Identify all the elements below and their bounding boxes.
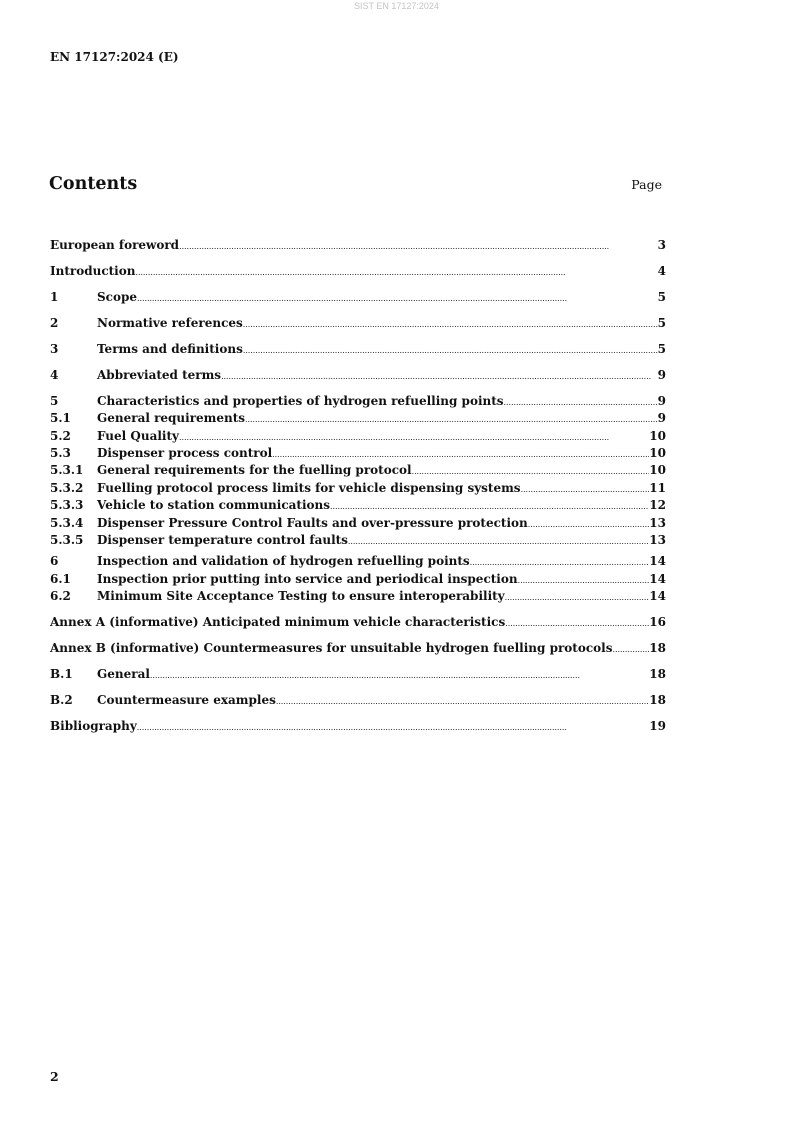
- toc-entry-title: European foreword: [50, 238, 180, 252]
- dot-leader: [470, 553, 650, 571]
- toc-entry-number: 5: [50, 393, 59, 408]
- toc-entry-number: 6: [50, 554, 59, 569]
- toc-entry-number: 5.3: [50, 446, 71, 461]
- toc-entry[interactable]: [50, 445, 666, 462]
- dot-leader: [276, 692, 649, 710]
- toc-entry-number: B.1: [50, 667, 73, 682]
- toc-entry[interactable]: [50, 614, 666, 631]
- toc-entry-title: Abbreviated terms: [97, 367, 222, 382]
- toc-entry-title: Characteristics and properties of hydrogen refuelling points: [97, 393, 504, 408]
- toc-entry-page: 14: [649, 554, 666, 569]
- toc-entry-title: Countermeasure examples: [97, 693, 276, 708]
- toc-entry-title: Fuel Quality: [97, 428, 179, 443]
- page-number: 2: [50, 1069, 59, 1084]
- dot-leader: [272, 445, 649, 463]
- toc-entry-title: Scope: [97, 289, 138, 304]
- dot-leader: [505, 588, 650, 606]
- toc-entry-title: Annex A (informative) Anticipated minimum vehicle characteristics: [50, 615, 506, 630]
- toc-entry[interactable]: [50, 289, 666, 306]
- toc-entry[interactable]: [50, 553, 666, 570]
- toc-entry-number: 2: [50, 315, 59, 330]
- toc-entry-page: 13: [649, 533, 666, 548]
- toc-entry-page: 16: [649, 615, 666, 630]
- toc-entry-page: 5: [657, 315, 666, 330]
- toc-entry-page: 12: [649, 498, 666, 513]
- toc-entry[interactable]: [50, 315, 666, 332]
- dot-leader: [348, 532, 649, 550]
- dot-leader: [150, 666, 649, 684]
- toc-entry-title: Fuelling protocol process limits for vehicle dispensing systems: [97, 480, 521, 495]
- toc-entry-page: 9: [657, 393, 666, 408]
- toc-entry-page: 18: [649, 641, 666, 656]
- toc-entry-title: Introduction: [50, 263, 136, 278]
- toc-entry-title: Vehicle to station communications: [97, 498, 330, 513]
- toc-entry-page: 19: [649, 719, 666, 734]
- dot-leader: [243, 341, 658, 359]
- dot-leader: [137, 718, 650, 736]
- toc-entry-title: Dispenser temperature control faults: [97, 533, 348, 548]
- dot-leader: [179, 428, 649, 446]
- contents-heading: Contents: [49, 174, 138, 194]
- toc-entry-title: General: [97, 667, 150, 682]
- toc-entry[interactable]: [50, 692, 666, 709]
- toc-entry[interactable]: [50, 515, 666, 532]
- toc-entry-title: Normative references: [97, 315, 243, 330]
- dot-leader: [412, 462, 650, 480]
- toc-entry-number: 5.3.2: [50, 480, 84, 495]
- toc-entry-title: General requirements for the fuelling protocol: [97, 463, 412, 478]
- toc-entry[interactable]: [50, 718, 666, 735]
- toc-entry-number: 5.3.5: [50, 533, 84, 548]
- dot-leader: [612, 640, 649, 658]
- toc-entry[interactable]: [50, 462, 666, 479]
- toc-entry-page: 9: [657, 411, 666, 426]
- toc-entry-page: 4: [657, 263, 666, 278]
- toc-entry-number: 5.3.1: [50, 463, 84, 478]
- toc-entry-title: Minimum Site Acceptance Testing to ensure interoperability: [97, 589, 505, 604]
- document-id: EN 17127:2024 (E): [50, 50, 179, 64]
- dot-leader: [518, 571, 650, 589]
- dot-leader: [221, 367, 658, 385]
- toc-entry-title: Dispenser Pressure Control Faults and over-pressure protection: [97, 515, 528, 530]
- toc-entry-number: 6.2: [50, 589, 71, 604]
- toc-entry-page: 9: [657, 367, 666, 382]
- toc-entry[interactable]: [50, 263, 666, 280]
- toc-entry[interactable]: [50, 497, 666, 514]
- toc-entry-page: 14: [649, 589, 666, 604]
- toc-entry-title: Dispenser process control: [97, 446, 273, 461]
- dot-leader: [179, 237, 658, 255]
- toc-entry-page: 18: [649, 693, 666, 708]
- dot-leader: [504, 393, 658, 411]
- toc-entry-number: 3: [50, 341, 59, 356]
- toc-entry-title: Inspection and validation of hydrogen refuelling points: [97, 554, 470, 569]
- dot-leader: [135, 263, 657, 281]
- toc-entry-number: 5.1: [50, 411, 71, 426]
- toc-entry-title: Inspection prior putting into service and periodical inspection: [97, 571, 518, 586]
- dot-leader: [245, 410, 658, 428]
- toc-entry[interactable]: [50, 666, 666, 683]
- toc-entry[interactable]: [50, 428, 666, 445]
- toc-entry-page: 10: [649, 428, 666, 443]
- toc-entry-title: Terms and definitions: [97, 341, 243, 356]
- table-of-contents: [50, 237, 666, 736]
- toc-entry[interactable]: [50, 237, 666, 254]
- toc-entry[interactable]: [50, 410, 666, 427]
- dot-leader: [505, 614, 649, 632]
- toc-entry-title: General requirements: [97, 411, 246, 426]
- toc-entry[interactable]: [50, 532, 666, 549]
- toc-entry[interactable]: [50, 480, 666, 497]
- dot-leader: [243, 315, 658, 333]
- dot-leader: [528, 515, 650, 533]
- toc-entry-number: 4: [50, 367, 59, 382]
- toc-entry[interactable]: [50, 588, 666, 605]
- toc-entry-page: 11: [649, 480, 666, 495]
- toc-entry-number: 1: [50, 289, 59, 304]
- dot-leader: [137, 289, 658, 307]
- toc-entry[interactable]: [50, 367, 666, 384]
- toc-entry-number: 5.3.3: [50, 498, 84, 513]
- toc-entry-number: 6.1: [50, 571, 71, 586]
- toc-entry[interactable]: [50, 393, 666, 410]
- watermark: SIST EN 17127:2024: [354, 1, 439, 11]
- toc-entry-title: Annex B (informative) Countermeasures for unsuitable hydrogen fuelling protocols: [50, 641, 613, 656]
- page-column-label: Page: [631, 177, 662, 192]
- toc-entry-title: Bibliography: [50, 719, 137, 734]
- toc-entry-page: 13: [649, 515, 666, 530]
- toc-entry[interactable]: [50, 571, 666, 588]
- toc-entry-page: 18: [649, 667, 666, 682]
- toc-entry-page: 5: [657, 341, 666, 356]
- dot-leader: [330, 497, 649, 515]
- toc-entry[interactable]: [50, 341, 666, 358]
- toc-entry-page: 14: [649, 571, 666, 586]
- toc-entry-page: 10: [649, 463, 666, 478]
- dot-leader: [521, 480, 650, 498]
- toc-entry-number: 5.3.4: [50, 515, 84, 530]
- toc-entry-page: 5: [657, 289, 666, 304]
- toc-entry-number: B.2: [50, 693, 73, 708]
- toc-entry-page: 3: [657, 238, 666, 252]
- toc-entry-number: 5.2: [50, 428, 71, 443]
- toc-entry-page: 10: [649, 446, 666, 461]
- toc-entry[interactable]: [50, 640, 666, 657]
